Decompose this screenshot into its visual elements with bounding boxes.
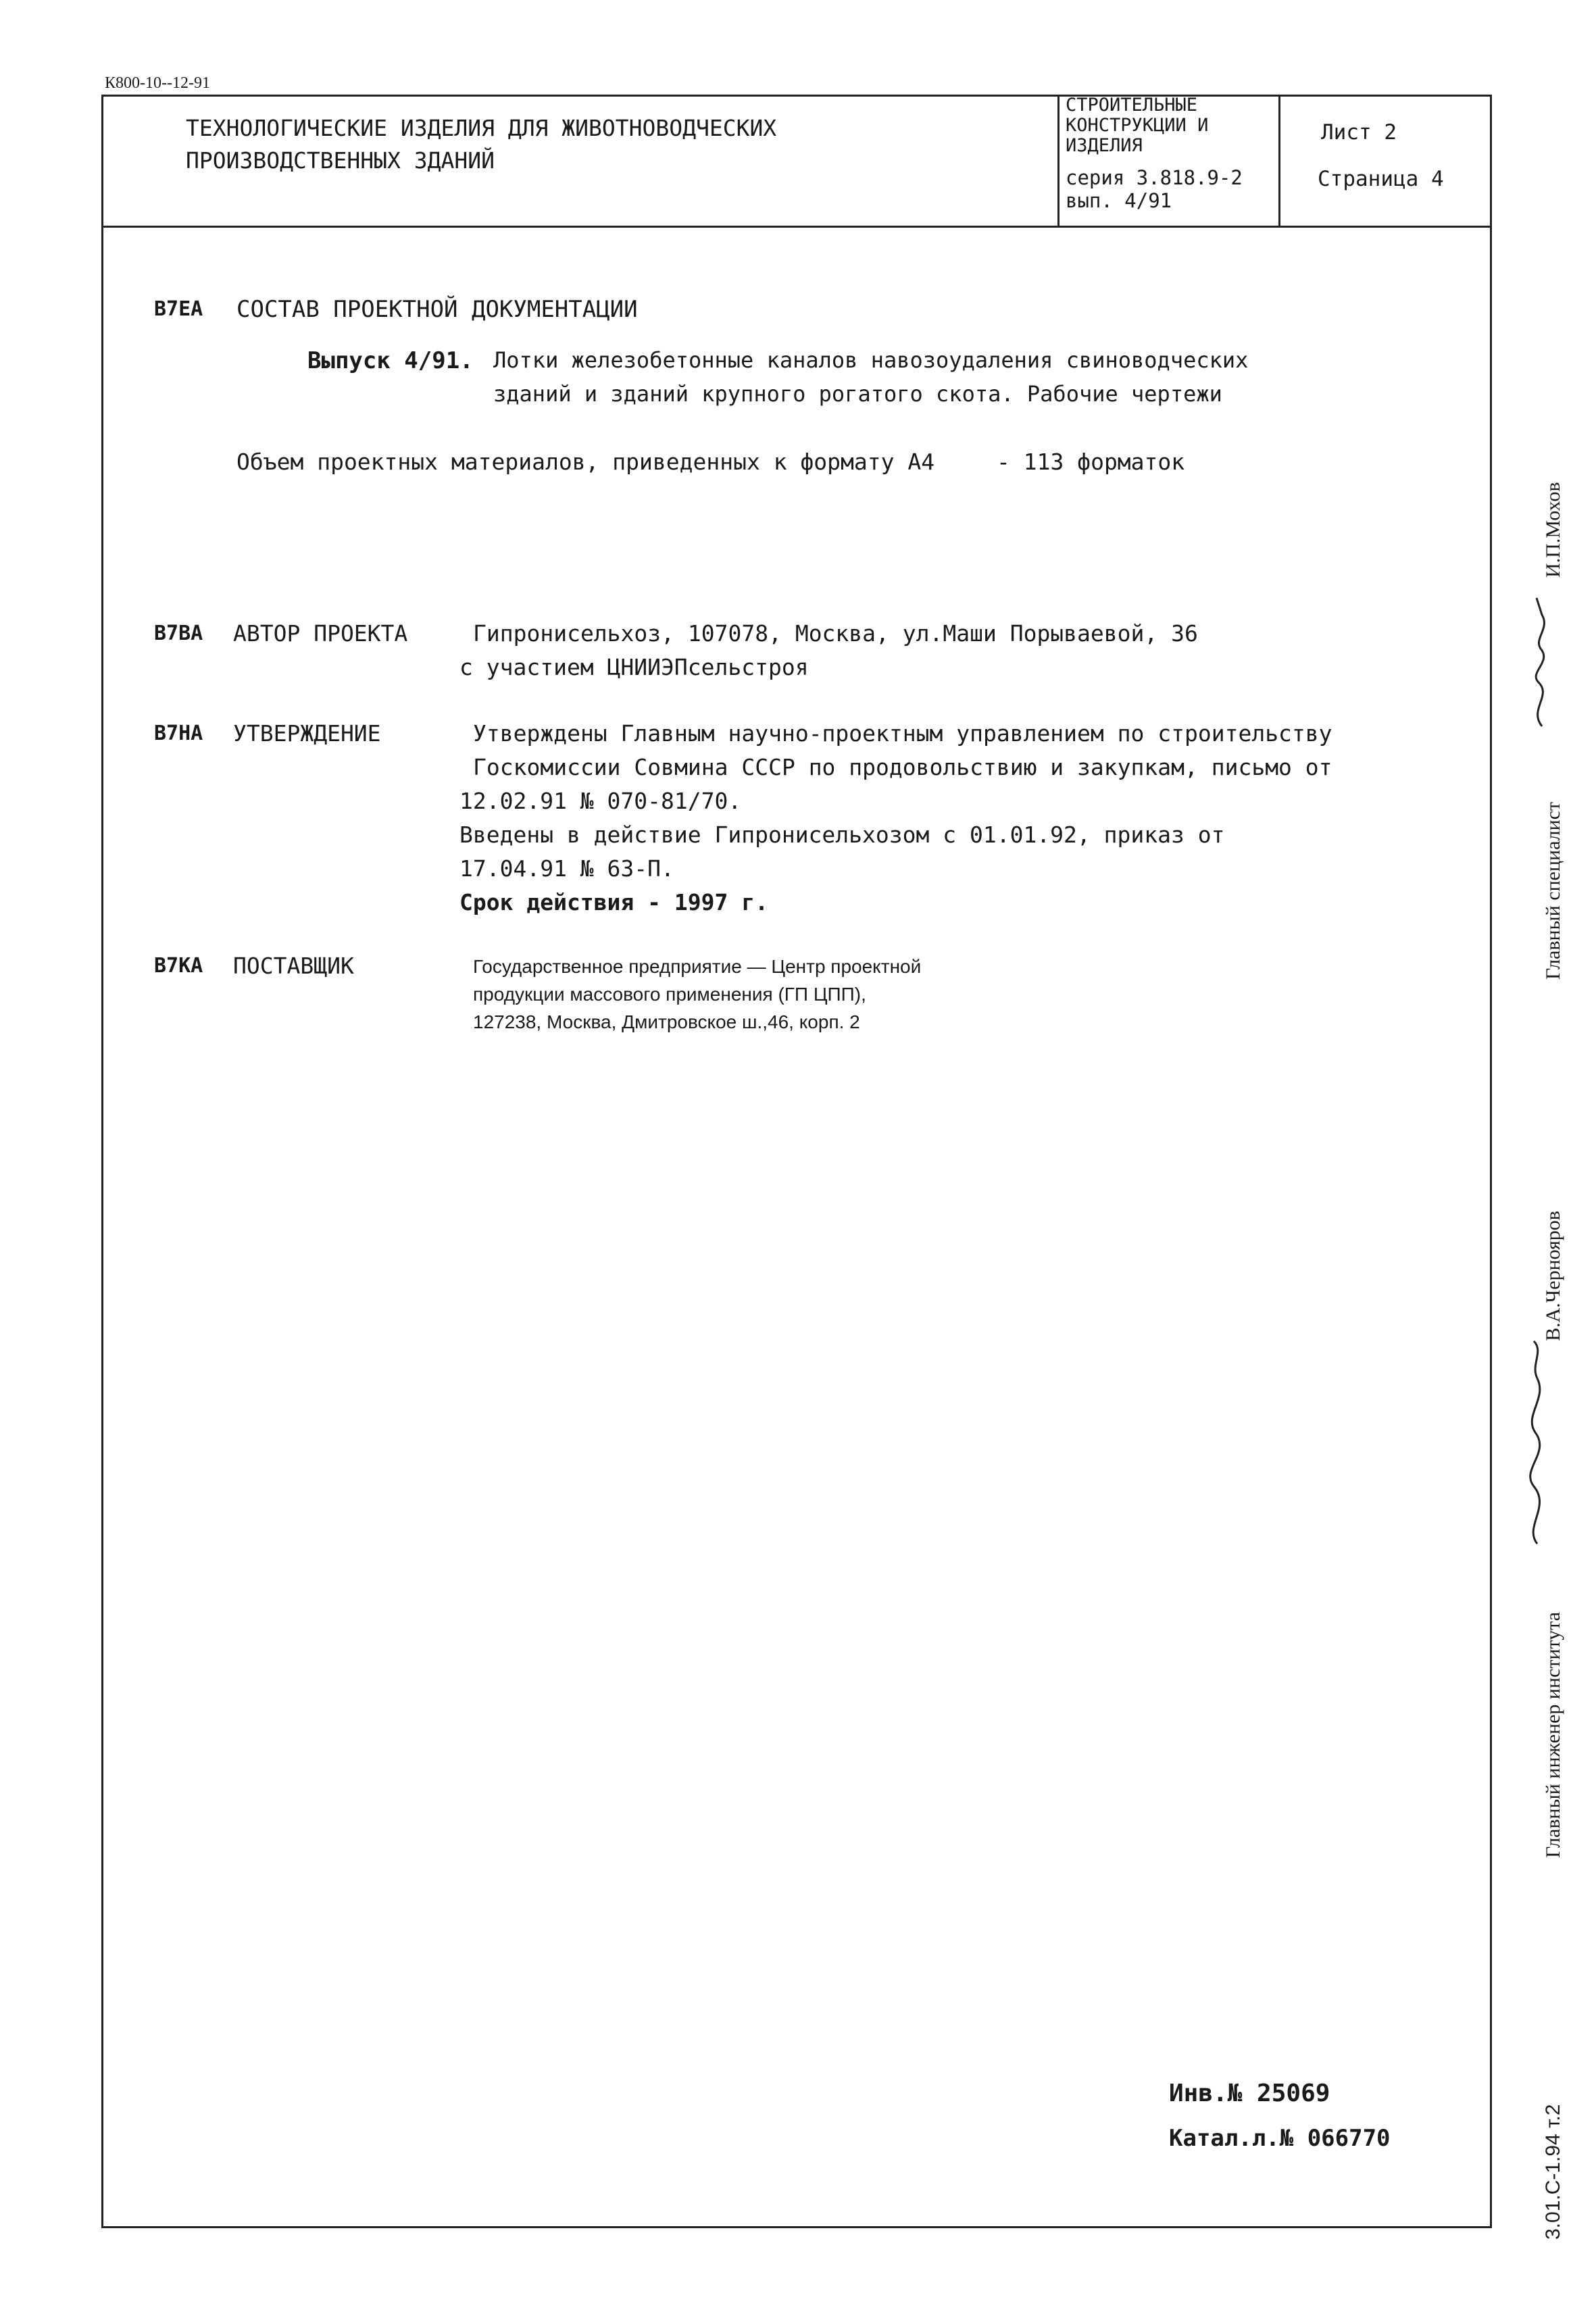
b7va-title: АВТОР ПРОЕКТА bbox=[233, 620, 408, 647]
b7na-line1: Утверждены Главным научно-проектным управлением по строительству bbox=[473, 720, 1332, 747]
b7na-line2: Госкомиссии Совмина СССР по продовольствию и закупкам, письмо от bbox=[473, 754, 1332, 780]
b7na-line3: 12.02.91 № 070-81/70. bbox=[459, 788, 742, 814]
b7ea-volume-label: Объем проектных материалов, приведенных к формату А4 bbox=[236, 449, 935, 475]
b7va-line1: Гипронисельхоз, 107078, Москва, ул.Маши Порываевой, 36 bbox=[473, 620, 1198, 647]
catalog-number: Катал.л.№ 066770 bbox=[1169, 2125, 1391, 2152]
b7na-line6: Срок действия - 1997 г. bbox=[459, 889, 768, 915]
b7na-line4: Введены в действие Гипронисельхозом с 01.01.92, приказ от bbox=[459, 822, 1225, 848]
b7na-line5: 17.04.91 № 63-П. bbox=[459, 855, 674, 882]
header-section-line3: ИЗДЕЛИЯ bbox=[1066, 135, 1143, 156]
chief-specialist-name: И.П.Мохов bbox=[1542, 482, 1564, 578]
chief-engineer-name: В.А.Чернояров bbox=[1542, 1211, 1564, 1341]
header-issue: вып. 4/91 bbox=[1066, 189, 1172, 212]
header-title-line2: ПРОИЗВОДСТВЕННЫХ ЗДАНИЙ bbox=[186, 147, 495, 174]
b7ea-title: СОСТАВ ПРОЕКТНОЙ ДОКУМЕНТАЦИИ bbox=[236, 296, 638, 323]
archive-stamp: 3.01.С-1.94 т.2 bbox=[1542, 2104, 1564, 2240]
b7ka-line2: продукции массового применения (ГП ЦПП), bbox=[473, 984, 866, 1005]
b7na-code: В7НА bbox=[154, 722, 203, 745]
title-block-divider bbox=[1057, 95, 1059, 228]
header-title-line1: ТЕХНОЛОГИЧЕСКИЕ ИЗДЕЛИЯ ДЛЯ ЖИВОТНОВОДЧЕСКИХ bbox=[186, 115, 777, 141]
chief-specialist-label: Главный специалист bbox=[1542, 801, 1564, 980]
b7va-line2: с участием ЦНИИЭПсельстроя bbox=[459, 654, 809, 680]
b7ka-line1: Государственное предприятие — Центр проектной bbox=[473, 956, 922, 977]
header-sheet: Лист 2 bbox=[1321, 120, 1397, 145]
header-series: серия 3.818.9-2 bbox=[1066, 166, 1243, 189]
header-section-line2: КОНСТРУКЦИИ И bbox=[1066, 115, 1209, 136]
b7ea-issue-line1: Лотки железобетонные каналов навозоудаления свиноводческих bbox=[493, 347, 1249, 373]
chief-engineer-label: Главный инженер института bbox=[1542, 1611, 1564, 1858]
b7ea-issue-line2: зданий и зданий крупного рогатого скота. Рабочие чертежи bbox=[493, 381, 1222, 407]
b7na-title: УТВЕРЖДЕНИЕ bbox=[233, 720, 381, 747]
inventory-number: Инв.№ 25069 bbox=[1169, 2080, 1330, 2107]
b7ka-line3: 127238, Москва, Дмитровское ш.,46, корп. 2 bbox=[473, 1011, 860, 1032]
header-section-line1: СТРОИТЕЛЬНЫЕ bbox=[1066, 95, 1198, 116]
page-frame bbox=[101, 95, 1492, 2228]
b7ka-code: В7КА bbox=[154, 954, 203, 978]
title-block-divider bbox=[1278, 95, 1280, 228]
b7ea-issue-label: Выпуск 4/91. bbox=[307, 347, 474, 374]
header-page: Страница 4 bbox=[1318, 167, 1444, 191]
b7va-code: В7ВА bbox=[154, 622, 203, 645]
b7ka-title: ПОСТАВЩИК bbox=[233, 953, 354, 979]
b7ea-code: В7ЕА bbox=[154, 297, 203, 321]
b7ea-volume-value: - 113 форматок bbox=[997, 449, 1185, 475]
document-code: К800-10--12-91 bbox=[105, 74, 210, 92]
signature-specialist bbox=[1522, 595, 1562, 730]
signature-engineer bbox=[1514, 1338, 1561, 1547]
